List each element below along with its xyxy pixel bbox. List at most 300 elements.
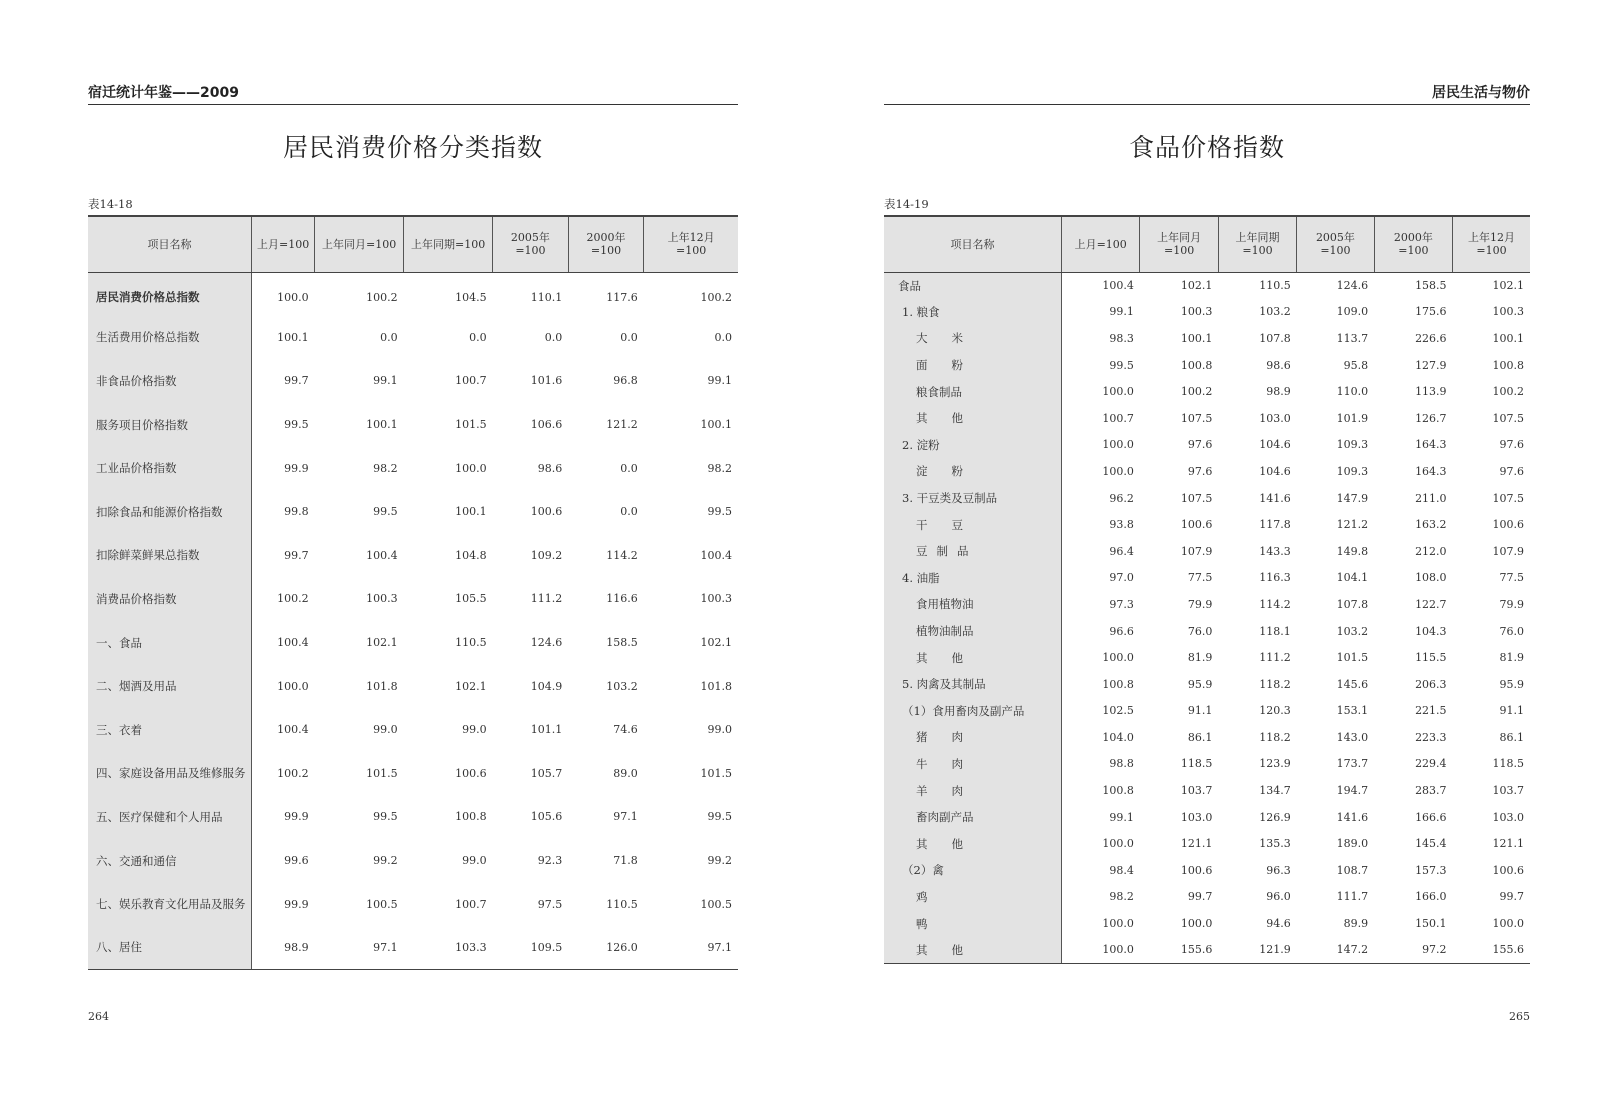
table-row bbox=[884, 751, 1530, 778]
row-label: 粮食制品 bbox=[884, 378, 1061, 405]
cell-value: 104.6 bbox=[1259, 464, 1291, 478]
cell-value: 0.0 bbox=[544, 330, 563, 344]
cell-value: 99.8 bbox=[284, 505, 309, 519]
cell-value: 79.9 bbox=[1187, 597, 1213, 611]
header-item-name: 项目名称 bbox=[884, 216, 1061, 272]
running-head bbox=[88, 84, 738, 105]
column-header: 上月=100 bbox=[252, 216, 315, 272]
cell-value: 107.8 bbox=[1259, 331, 1291, 345]
column-header: 上年同月=100 bbox=[1140, 216, 1218, 272]
cell-value: 77.5 bbox=[1499, 571, 1524, 585]
cell-value: 100.6 bbox=[1492, 518, 1524, 532]
table-row bbox=[88, 577, 738, 621]
cell-value: 97.0 bbox=[1109, 571, 1134, 585]
cell-value: 100.0 bbox=[277, 290, 309, 304]
row-label: 牛肉 bbox=[884, 751, 1061, 778]
chapter-title: 居民生活与物价 bbox=[1432, 85, 1530, 101]
cell-value: 111.2 bbox=[530, 592, 563, 606]
cell-value: 102.1 bbox=[1492, 279, 1524, 293]
cell-value: 99.0 bbox=[462, 723, 487, 737]
cell-value: 99.9 bbox=[284, 810, 309, 824]
cell-value: 223.3 bbox=[1415, 730, 1447, 744]
header-item-name: 项目名称 bbox=[88, 216, 252, 272]
cell-value: 97.3 bbox=[1109, 597, 1134, 611]
table-row bbox=[884, 777, 1530, 804]
cell-value: 143.3 bbox=[1259, 544, 1291, 558]
cell-value: 116.3 bbox=[1259, 571, 1291, 585]
cell-value: 145.4 bbox=[1415, 837, 1447, 851]
cell-value: 97.1 bbox=[613, 810, 638, 824]
cell-value: 99.5 bbox=[373, 810, 398, 824]
table-row bbox=[88, 795, 738, 839]
table-row bbox=[88, 621, 738, 665]
cell-value: 92.3 bbox=[537, 854, 563, 868]
row-label: （2）禽 bbox=[884, 857, 1061, 884]
cell-value: 86.1 bbox=[1187, 730, 1213, 744]
cell-value: 0.0 bbox=[620, 461, 638, 475]
cell-value: 98.6 bbox=[1266, 358, 1291, 372]
cell-value: 100.0 bbox=[455, 461, 487, 475]
row-label: 5. 肉禽及其制品 bbox=[884, 671, 1061, 698]
cell-value: 105.6 bbox=[530, 810, 563, 824]
row-label: 猪肉 bbox=[884, 724, 1061, 751]
cell-value: 141.6 bbox=[1259, 491, 1291, 505]
cell-value: 98.2 bbox=[1109, 890, 1134, 904]
row-label: 4. 油脂 bbox=[884, 565, 1061, 592]
row-label: 畜肉副产品 bbox=[884, 804, 1061, 831]
cell-value: 118.5 bbox=[1492, 757, 1524, 771]
cell-value: 114.2 bbox=[1259, 597, 1291, 611]
cell-value: 211.0 bbox=[1415, 491, 1447, 505]
cell-value: 99.9 bbox=[284, 461, 309, 475]
cell-value: 0.0 bbox=[620, 330, 638, 344]
table-row bbox=[884, 378, 1530, 405]
table-row bbox=[88, 272, 738, 316]
cell-value: 100.2 bbox=[700, 290, 732, 304]
cell-value: 76.0 bbox=[1499, 624, 1524, 638]
row-label: 豆制品 bbox=[884, 538, 1061, 565]
left-page bbox=[88, 0, 738, 1099]
cell-value: 158.5 bbox=[606, 636, 638, 650]
cell-value: 100.1 bbox=[366, 418, 398, 432]
cell-value: 97.6 bbox=[1187, 464, 1213, 478]
table-row bbox=[884, 804, 1530, 831]
column-header: 上年12月 =100 bbox=[1453, 216, 1530, 272]
cell-value: 110.1 bbox=[530, 290, 563, 304]
table-row bbox=[88, 708, 738, 752]
row-label: 鸭 bbox=[884, 910, 1061, 937]
cell-value: 141.6 bbox=[1336, 810, 1369, 824]
cell-value: 173.7 bbox=[1336, 757, 1369, 771]
row-label: 生活费用价格总指数 bbox=[88, 316, 252, 360]
table-row bbox=[884, 565, 1530, 592]
row-label: 消费品价格指数 bbox=[88, 577, 252, 621]
cell-value: 100.1 bbox=[1492, 331, 1524, 345]
cell-value: 100.0 bbox=[1102, 438, 1134, 452]
cell-value: 134.7 bbox=[1259, 784, 1291, 798]
cell-value: 98.8 bbox=[1109, 757, 1134, 771]
cell-value: 206.3 bbox=[1415, 677, 1447, 691]
right-page bbox=[884, 0, 1530, 1099]
table-row bbox=[884, 538, 1530, 565]
row-label: 六、交通和通信 bbox=[88, 839, 252, 883]
cell-value: 107.5 bbox=[1180, 491, 1213, 505]
cell-value: 100.0 bbox=[277, 679, 309, 693]
cell-value: 77.5 bbox=[1187, 571, 1213, 585]
column-header: 2000年 =100 bbox=[1374, 216, 1452, 272]
cell-value: 105.5 bbox=[455, 592, 487, 606]
table-row bbox=[884, 910, 1530, 937]
column-header: 上年同期=100 bbox=[404, 216, 493, 272]
table-row bbox=[884, 698, 1530, 725]
column-header: 2000年 =100 bbox=[568, 216, 644, 272]
cell-value: 145.6 bbox=[1336, 677, 1369, 691]
table-row bbox=[884, 857, 1530, 884]
cpi-category-table bbox=[88, 215, 738, 970]
cell-value: 102.1 bbox=[366, 636, 398, 650]
cell-value: 99.2 bbox=[707, 854, 732, 868]
cell-value: 107.5 bbox=[1180, 411, 1213, 425]
cell-value: 101.5 bbox=[1336, 651, 1369, 665]
cell-value: 97.1 bbox=[315, 926, 404, 970]
cell-value: 99.1 bbox=[373, 374, 398, 388]
cell-value: 0.0 bbox=[469, 330, 487, 344]
row-label: 大米 bbox=[884, 325, 1061, 352]
cell-value: 109.2 bbox=[530, 548, 563, 562]
row-label: 八、居住 bbox=[88, 926, 252, 970]
row-label: 其他 bbox=[884, 405, 1061, 432]
cell-value: 121.1 bbox=[1492, 837, 1524, 851]
row-label: 1. 粮食 bbox=[884, 299, 1061, 326]
cell-value: 164.3 bbox=[1415, 438, 1447, 452]
cell-value: 158.5 bbox=[1415, 279, 1447, 293]
cell-value: 100.1 bbox=[1180, 331, 1213, 345]
cell-value: 103.0 bbox=[1492, 810, 1524, 824]
page-number: 265 bbox=[1509, 1010, 1530, 1023]
cell-value: 81.9 bbox=[1499, 651, 1524, 665]
row-label: 干豆 bbox=[884, 511, 1061, 538]
row-label: 七、娱乐教育文化用品及服务 bbox=[88, 882, 252, 926]
cell-value: 150.1 bbox=[1415, 917, 1447, 931]
cell-value: 126.7 bbox=[1415, 411, 1447, 425]
cell-value: 100.6 bbox=[1492, 863, 1524, 877]
cell-value: 100.0 bbox=[1102, 917, 1134, 931]
cell-value: 100.0 bbox=[1102, 837, 1134, 851]
cell-value: 123.9 bbox=[1259, 757, 1291, 771]
cell-value: 97.5 bbox=[537, 897, 563, 911]
cell-value: 109.0 bbox=[1336, 305, 1369, 319]
cell-value: 111.7 bbox=[1336, 890, 1369, 904]
cell-value: 121.2 bbox=[606, 418, 638, 432]
row-label: 服务项目价格指数 bbox=[88, 403, 252, 447]
cell-value: 99.5 bbox=[707, 505, 732, 519]
cell-value: 110.5 bbox=[1259, 279, 1291, 293]
cell-value: 149.8 bbox=[1336, 544, 1369, 558]
cell-value: 99.6 bbox=[284, 854, 309, 868]
cell-value: 100.6 bbox=[1180, 518, 1213, 532]
table-row bbox=[884, 405, 1530, 432]
cell-value: 0.0 bbox=[380, 330, 398, 344]
cell-value: 100.5 bbox=[366, 897, 398, 911]
cell-value: 96.3 bbox=[1266, 863, 1291, 877]
table-row bbox=[88, 534, 738, 578]
cell-value: 91.1 bbox=[1499, 704, 1524, 718]
page-number: 264 bbox=[88, 1010, 109, 1023]
cell-value: 100.4 bbox=[366, 548, 398, 562]
cell-value: 98.2 bbox=[373, 461, 398, 475]
table-row bbox=[88, 752, 738, 796]
row-label: 羊肉 bbox=[884, 777, 1061, 804]
cell-value: 99.1 bbox=[1109, 810, 1134, 824]
cell-value: 97.6 bbox=[1499, 464, 1524, 478]
table-row bbox=[88, 359, 738, 403]
row-label: 一、食品 bbox=[88, 621, 252, 665]
cell-value: 100.3 bbox=[1492, 305, 1524, 319]
cell-value: 105.7 bbox=[530, 766, 563, 780]
cell-value: 100.0 bbox=[1492, 917, 1524, 931]
cell-value: 157.3 bbox=[1415, 863, 1447, 877]
cell-value: 100.0 bbox=[1102, 464, 1134, 478]
cell-value: 107.8 bbox=[1336, 597, 1369, 611]
cell-value: 96.6 bbox=[1109, 624, 1134, 638]
column-header: 上年同期=100 bbox=[1218, 216, 1296, 272]
row-label: 三、衣着 bbox=[88, 708, 252, 752]
cell-value: 100.5 bbox=[700, 897, 732, 911]
cell-value: 102.1 bbox=[700, 636, 732, 650]
cell-value: 99.0 bbox=[373, 723, 398, 737]
table-row bbox=[884, 485, 1530, 512]
cell-value: 100.0 bbox=[1102, 651, 1134, 665]
cell-value: 95.9 bbox=[1499, 677, 1524, 691]
cell-value: 126.0 bbox=[568, 926, 644, 970]
row-label: 植物油制品 bbox=[884, 618, 1061, 645]
cell-value: 155.6 bbox=[1453, 937, 1530, 964]
table-row bbox=[884, 352, 1530, 379]
cell-value: 98.9 bbox=[1266, 385, 1291, 399]
row-label: 四、家庭设备用品及维修服务 bbox=[88, 752, 252, 796]
cell-value: 104.1 bbox=[1336, 571, 1369, 585]
cell-value: 116.6 bbox=[606, 592, 638, 606]
cell-value: 97.6 bbox=[1499, 438, 1524, 452]
cell-value: 118.1 bbox=[1259, 624, 1291, 638]
table-title: 居民消费价格分类指数 bbox=[282, 133, 543, 162]
cell-value: 99.0 bbox=[707, 723, 732, 737]
row-label: 非食品价格指数 bbox=[88, 359, 252, 403]
cell-value: 95.8 bbox=[1343, 358, 1369, 372]
table-row bbox=[884, 511, 1530, 538]
running-head bbox=[884, 84, 1530, 105]
row-label: 食用植物油 bbox=[884, 591, 1061, 618]
cell-value: 76.0 bbox=[1187, 624, 1213, 638]
cell-value: 108.0 bbox=[1415, 571, 1447, 585]
cell-value: 79.9 bbox=[1499, 597, 1524, 611]
column-header: 2005年 =100 bbox=[493, 216, 569, 272]
cell-value: 100.2 bbox=[277, 592, 309, 606]
cell-value: 104.3 bbox=[1415, 624, 1447, 638]
cell-value: 100.4 bbox=[1102, 279, 1134, 293]
cell-value: 99.5 bbox=[284, 418, 309, 432]
column-header: 上年同月=100 bbox=[315, 216, 404, 272]
cell-value: 100.7 bbox=[1102, 411, 1134, 425]
cell-value: 117.6 bbox=[606, 290, 638, 304]
cell-value: 98.2 bbox=[707, 461, 732, 475]
row-label: 淀粉 bbox=[884, 458, 1061, 485]
cell-value: 95.9 bbox=[1187, 677, 1213, 691]
cell-value: 121.2 bbox=[1336, 518, 1369, 532]
food-price-table bbox=[884, 215, 1530, 964]
cell-value: 99.0 bbox=[462, 854, 487, 868]
cell-value: 103.7 bbox=[1492, 784, 1524, 798]
cell-value: 164.3 bbox=[1415, 464, 1447, 478]
cell-value: 107.9 bbox=[1492, 544, 1524, 558]
table-row bbox=[88, 403, 738, 447]
cell-value: 101.5 bbox=[455, 418, 487, 432]
cell-value: 100.8 bbox=[455, 810, 487, 824]
row-label: 五、医疗保健和个人用品 bbox=[88, 795, 252, 839]
cell-value: 101.5 bbox=[700, 766, 732, 780]
cell-value: 93.8 bbox=[1109, 518, 1134, 532]
cell-value: 101.8 bbox=[366, 679, 398, 693]
row-label: 二、烟酒及用品 bbox=[88, 664, 252, 708]
cell-value: 86.1 bbox=[1499, 730, 1524, 744]
cell-value: 121.1 bbox=[1180, 837, 1213, 851]
cell-value: 101.9 bbox=[1336, 411, 1369, 425]
row-label: 扣除鲜菜鲜果总指数 bbox=[88, 534, 252, 578]
cell-value: 221.5 bbox=[1415, 704, 1447, 718]
cell-value: 107.5 bbox=[1492, 491, 1524, 505]
cell-value: 147.2 bbox=[1297, 937, 1374, 964]
cell-value: 108.7 bbox=[1336, 863, 1369, 877]
cell-value: 118.2 bbox=[1259, 730, 1291, 744]
cell-value: 124.6 bbox=[530, 636, 563, 650]
row-label: 面粉 bbox=[884, 352, 1061, 379]
cell-value: 107.5 bbox=[1492, 411, 1524, 425]
column-header: 2005年 =100 bbox=[1297, 216, 1374, 272]
cell-value: 81.9 bbox=[1187, 651, 1213, 665]
cell-value: 97.1 bbox=[644, 926, 738, 970]
cell-value: 117.8 bbox=[1259, 518, 1291, 532]
cell-value: 100.2 bbox=[1492, 385, 1524, 399]
table-row bbox=[88, 490, 738, 534]
column-header: 上年12月 =100 bbox=[644, 216, 738, 272]
cell-value: 155.6 bbox=[1140, 937, 1218, 964]
cell-value: 97.2 bbox=[1374, 937, 1452, 964]
cell-value: 118.5 bbox=[1180, 757, 1213, 771]
cell-value: 115.5 bbox=[1415, 651, 1447, 665]
row-label: （1）食用畜肉及副产品 bbox=[884, 698, 1061, 725]
table-row bbox=[884, 272, 1530, 299]
table-row bbox=[884, 618, 1530, 645]
cell-value: 99.1 bbox=[707, 374, 732, 388]
cell-value: 100.6 bbox=[1180, 863, 1213, 877]
cell-value: 109.3 bbox=[1336, 464, 1369, 478]
cell-value: 127.9 bbox=[1415, 358, 1447, 372]
cell-value: 109.3 bbox=[1336, 438, 1369, 452]
cell-value: 100.7 bbox=[455, 374, 487, 388]
cell-value: 99.1 bbox=[1109, 305, 1134, 319]
cell-value: 166.0 bbox=[1415, 890, 1447, 904]
row-label: 其他 bbox=[884, 644, 1061, 671]
cell-value: 113.7 bbox=[1336, 331, 1369, 345]
cell-value: 98.9 bbox=[252, 926, 315, 970]
cell-value: 99.5 bbox=[1109, 358, 1134, 372]
cell-value: 97.6 bbox=[1187, 438, 1213, 452]
cell-value: 99.7 bbox=[1187, 890, 1213, 904]
cell-value: 0.0 bbox=[714, 330, 732, 344]
cell-value: 163.2 bbox=[1415, 518, 1447, 532]
cell-value: 104.8 bbox=[455, 548, 487, 562]
table-row bbox=[88, 839, 738, 883]
cell-value: 98.3 bbox=[1109, 331, 1134, 345]
cell-value: 94.6 bbox=[1266, 917, 1291, 931]
cell-value: 103.0 bbox=[1259, 411, 1291, 425]
cell-value: 98.6 bbox=[537, 461, 563, 475]
cell-value: 102.1 bbox=[455, 679, 487, 693]
cell-value: 120.3 bbox=[1259, 704, 1291, 718]
cell-value: 100.4 bbox=[277, 723, 309, 737]
table-number: 表14-19 bbox=[884, 197, 929, 211]
cell-value: 74.6 bbox=[613, 723, 638, 737]
row-label: 鸡 bbox=[884, 884, 1061, 911]
table-row bbox=[884, 671, 1530, 698]
cell-value: 104.5 bbox=[455, 290, 487, 304]
cell-value: 100.2 bbox=[1180, 385, 1213, 399]
cell-value: 91.1 bbox=[1187, 704, 1213, 718]
cell-value: 89.9 bbox=[1343, 917, 1369, 931]
cell-value: 100.0 bbox=[1180, 917, 1213, 931]
table-row bbox=[88, 664, 738, 708]
cell-value: 103.2 bbox=[606, 679, 638, 693]
cell-value: 100.1 bbox=[700, 418, 732, 432]
row-label: 工业品价格指数 bbox=[88, 446, 252, 490]
cell-value: 100.7 bbox=[455, 897, 487, 911]
row-label: 扣除食品和能源价格指数 bbox=[88, 490, 252, 534]
cell-value: 100.8 bbox=[1180, 358, 1213, 372]
cell-value: 100.3 bbox=[366, 592, 398, 606]
cell-value: 104.9 bbox=[530, 679, 563, 693]
cell-value: 113.9 bbox=[1415, 385, 1447, 399]
cell-value: 100.3 bbox=[700, 592, 732, 606]
table-row bbox=[884, 299, 1530, 326]
cell-value: 100.2 bbox=[366, 290, 398, 304]
cell-value: 101.1 bbox=[530, 723, 563, 737]
cell-value: 99.2 bbox=[373, 854, 398, 868]
table-row bbox=[88, 446, 738, 490]
cell-value: 189.0 bbox=[1336, 837, 1369, 851]
cell-value: 101.6 bbox=[530, 374, 563, 388]
cell-value: 100.4 bbox=[700, 548, 732, 562]
cell-value: 103.0 bbox=[1180, 810, 1213, 824]
table-row bbox=[884, 591, 1530, 618]
cell-value: 96.4 bbox=[1109, 544, 1134, 558]
cell-value: 100.1 bbox=[455, 505, 487, 519]
cell-value: 226.6 bbox=[1415, 331, 1447, 345]
cell-value: 100.6 bbox=[455, 766, 487, 780]
cell-value: 103.3 bbox=[404, 926, 493, 970]
table-row bbox=[88, 882, 738, 926]
cell-value: 100.8 bbox=[1492, 358, 1524, 372]
cell-value: 166.6 bbox=[1415, 810, 1447, 824]
cell-value: 122.7 bbox=[1415, 597, 1447, 611]
cell-value: 99.7 bbox=[284, 548, 309, 562]
cell-value: 110.5 bbox=[455, 636, 487, 650]
cell-value: 100.3 bbox=[1180, 305, 1213, 319]
cell-value: 114.2 bbox=[606, 548, 638, 562]
table-row bbox=[88, 926, 738, 970]
cell-value: 100.4 bbox=[277, 636, 309, 650]
cell-value: 143.0 bbox=[1336, 730, 1369, 744]
cell-value: 100.0 bbox=[1102, 385, 1134, 399]
